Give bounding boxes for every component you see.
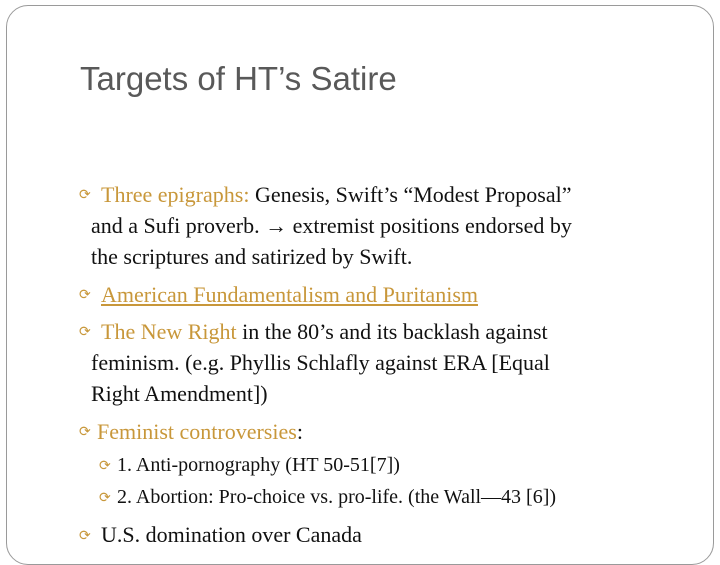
epigraphs-line-3: the scriptures and satirized by Swift. (91, 244, 413, 269)
bullet-us-domination: U.S. domination over Canada (101, 522, 362, 547)
bullet-american-fundamentalism[interactable]: American Fundamentalism and Puritanism (101, 282, 478, 307)
new-right-line-1: in the 80’s and its backlash against (236, 319, 548, 344)
bullet-icon: ⟳ (99, 459, 111, 474)
sub-bullet-anti-pornography: 1. Anti-pornography (HT 50-51[7]) (117, 454, 400, 476)
epigraphs-lead: Three epigraphs: (101, 182, 255, 207)
bullet-icon: ⟳ (99, 491, 111, 506)
epigraphs-line-2: and a Sufi proverb. → extremist positions endorsed by (91, 213, 572, 238)
new-right-lead: The New Right (101, 319, 237, 344)
bullet-icon: ⟳ (79, 325, 91, 340)
bullet-icon: ⟳ (79, 188, 91, 203)
new-right-line-2: feminism. (e.g. Phyllis Schlafly against ERA [Equal (91, 350, 550, 375)
bullet-feminist-controversies (97, 416, 303, 447)
sub-bullet-abortion: 2. Abortion: Pro-choice vs. pro-life. (the Wall—43 [6]) (117, 486, 557, 508)
epigraphs-line-1: Genesis, Swift’s “Modest Proposal” (254, 182, 572, 207)
bullet-icon: ⟳ (79, 529, 91, 544)
slide-title: Targets of HT’s Satire (80, 60, 397, 97)
bullet-icon: ⟳ (79, 425, 91, 440)
new-right-line-3: Right Amendment]) (91, 381, 268, 406)
bullet-epigraphs (101, 179, 571, 210)
feminist-lead: Feminist controversies (97, 419, 297, 444)
bullet-new-right (101, 316, 548, 347)
feminist-tail: : (296, 419, 303, 444)
bullet-icon: ⟳ (79, 288, 91, 303)
